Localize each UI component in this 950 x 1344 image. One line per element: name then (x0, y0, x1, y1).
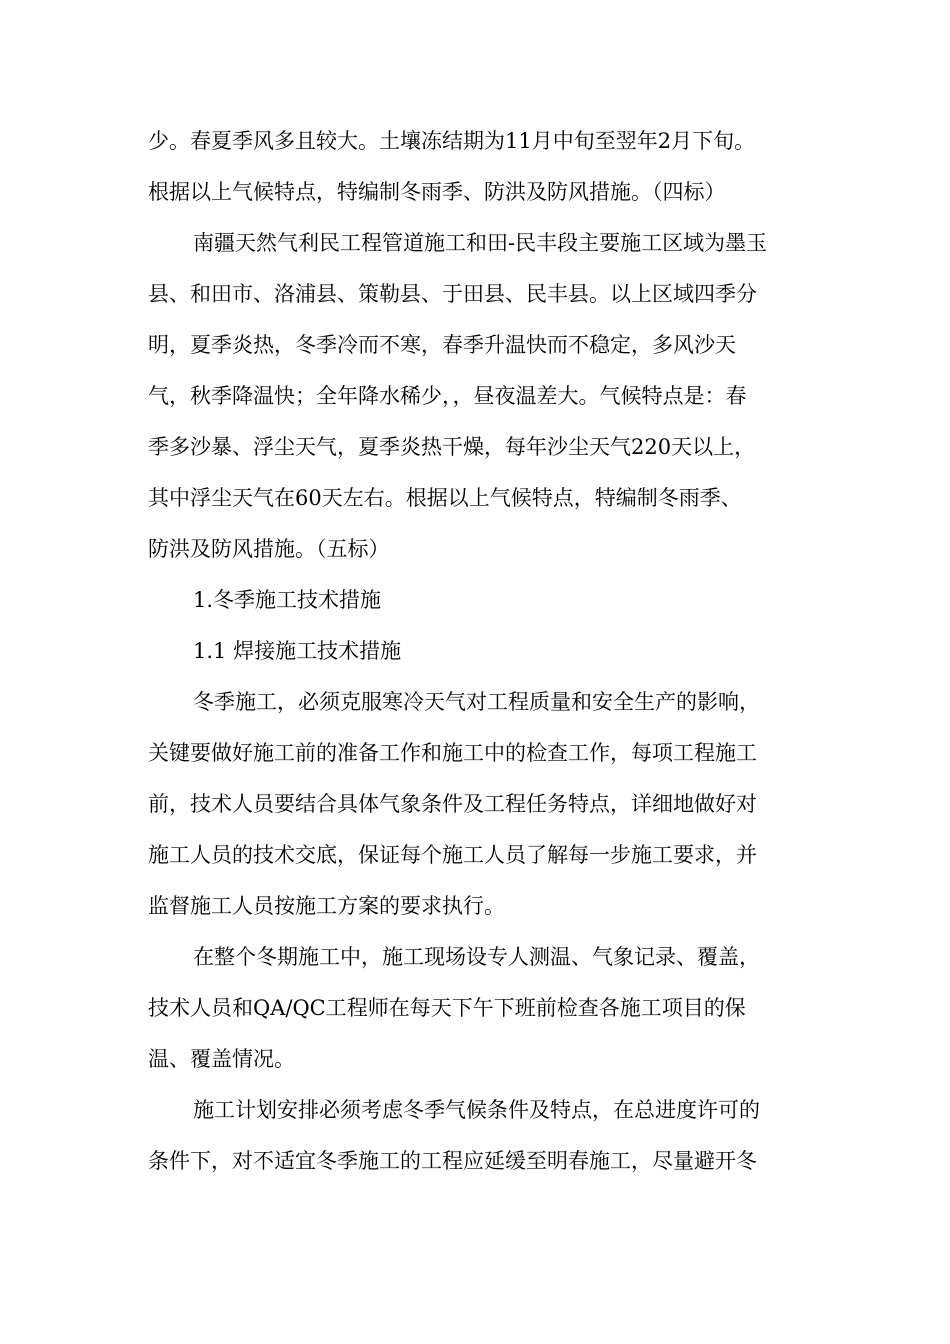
text-line: 防洪及防风措施。（五标） (148, 537, 390, 561)
text-line: 明，夏季炎热，冬季冷而不寒，春季升温快而不稳定，多风沙天 (148, 333, 736, 357)
text-line: 在整个冬期施工中，施工现场设专人测温、气象记录、覆盖， (193, 945, 760, 969)
text-line: 季多沙暴、浮尘天气，夏季炎热干燥，每年沙尘天气220天以上， (148, 435, 756, 459)
text-line: 关键要做好施工前的准备工作和施工中的检查工作，每项工程施工 (148, 741, 757, 765)
text-line: 县、和田市、洛浦县、策勒县、于田县、民丰县。以上区域四季分 (148, 282, 757, 306)
subsection-heading: 1.1 焊接施工技术措施 (193, 639, 402, 663)
text-line: 监督施工人员按施工方案的要求执行。 (148, 894, 505, 918)
text-line: 南疆天然气利民工程管道施工和田-民丰段主要施工区域为墨玉 (193, 231, 768, 255)
text-line: 前，技术人员要结合具体气象条件及工程任务特点，详细地做好对 (148, 792, 757, 816)
text-line: 根据以上气候特点，特编制冬雨季、防洪及防风措施。（四标） (148, 180, 726, 204)
text-line: 施工人员的技术交底，保证每个施工人员了解每一步施工要求，并 (148, 843, 757, 867)
text-line: 施工计划安排必须考虑冬季气候条件及特点，在总进度许可的 (193, 1098, 760, 1122)
text-line: 冬季施工，必须克服寒冷天气对工程质量和安全生产的影响， (193, 690, 760, 714)
section-heading: 1.冬季施工技术措施 (193, 588, 382, 612)
text-line: 其中浮尘天气在60天左右。根据以上气候特点，特编制冬雨季、 (148, 486, 742, 510)
text-line: 少。春夏季风多且较大。土壤冻结期为11月中旬至翌年2月下旬。 (148, 129, 756, 153)
text-line: 温、覆盖情况。 (148, 1047, 295, 1071)
document-body (148, 116, 808, 1187)
text-line: 技术人员和QA/QC工程师在每天下午下班前检查各施工项目的保 (148, 996, 746, 1020)
text-line: 条件下，对不适宜冬季施工的工程应延缓至明春施工，尽量避开冬 (148, 1149, 757, 1173)
text-line: 气，秋季降温快；全年降水稀少，，昼夜温差大。气候特点是：春 (148, 384, 747, 408)
